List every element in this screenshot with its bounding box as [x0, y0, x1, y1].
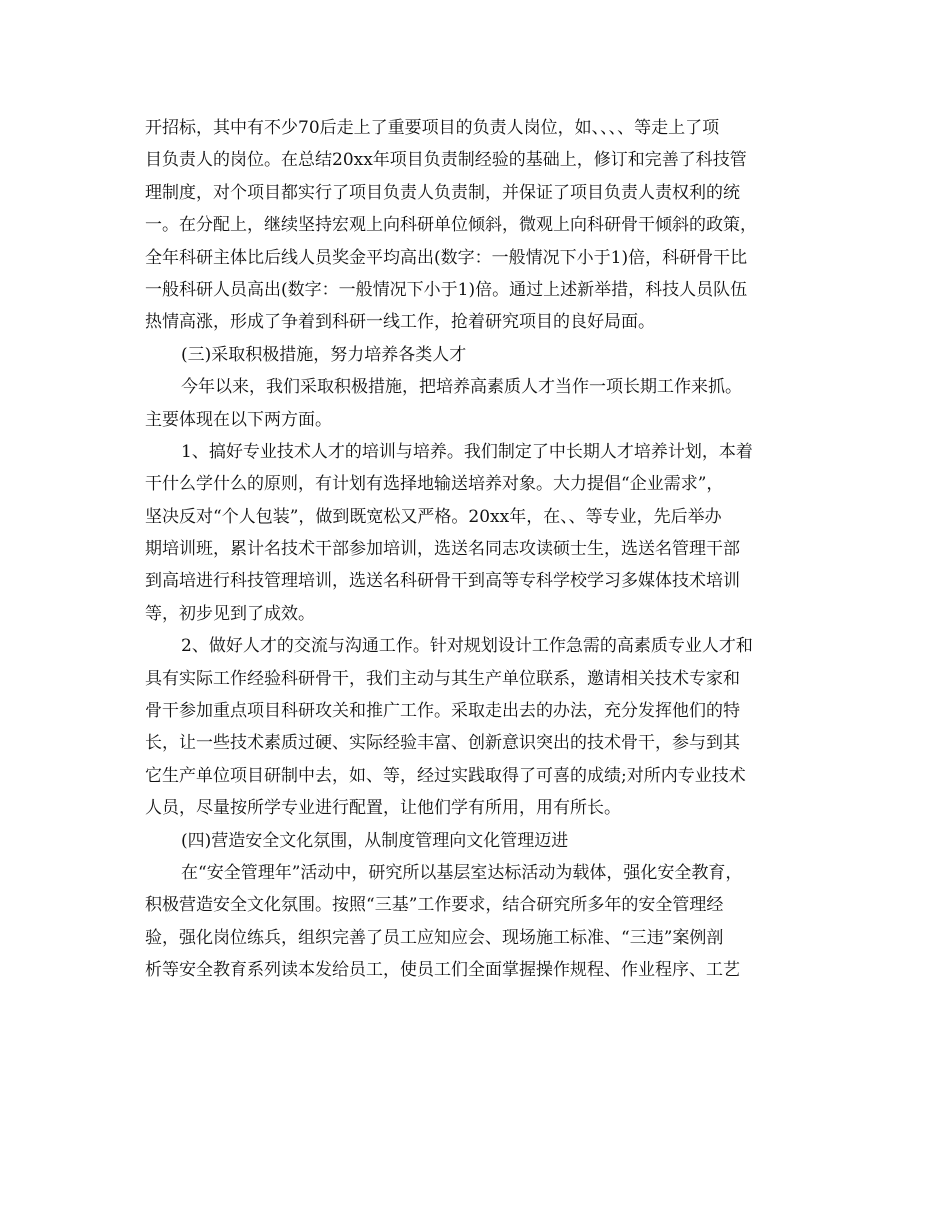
paragraph-start-line: 今年以来，我们采取积极措施，把培养高素质人才当作一项长期工作来抓。 — [181, 377, 742, 398]
text-line: 积极营造安全文化氛围。按照“三基”工作要求，结合研究所多年的安全管理经 — [145, 895, 724, 916]
paragraph-start-line: (四)营造安全文化氛围，从制度管理向文化管理迈进 — [181, 830, 569, 851]
text-line: 期培训班，累计名技术干部参加培训，选送名同志攻读硕士生，选送名管理干部 — [145, 539, 740, 560]
text-line: 理制度，对个项目都实行了项目负责人负责制，并保证了项目负责人责权利的统 — [145, 182, 740, 203]
text-line: 干什么学什么的原则，有计划有选择地输送培养对象。大力提倡“企业需求”， — [145, 474, 724, 495]
text-line: 它生产单位项目研制中去，如、等，经过实践取得了可喜的成绩;对所内专业技术 — [145, 765, 746, 786]
text-line: 一。在分配上，继续坚持宏观上向科研单位倾斜，微观上向科研骨干倾斜的政策， — [145, 215, 757, 236]
paragraph-start-line: 2、做好人才的交流与沟通工作。针对规划设计工作急需的高素质专业人才和 — [181, 636, 753, 657]
text-line: 到高培进行科技管理培训，选送名科研骨干到高等专科学校学习多媒体技术培训 — [145, 571, 740, 592]
text-line: 目负责人的岗位。在总结20xx年项目负责制经验的基础上，修订和完善了科技管 — [145, 150, 747, 171]
text-line: 长，让一些技术素质过硬、实际经验丰富、创新意识突出的技术骨干，参与到其 — [145, 733, 740, 754]
text-line: 具有实际工作经验科研骨干，我们主动与其生产单位联系，邀请相关技术专家和 — [145, 668, 740, 689]
text-line: 主要体现在以下两方面。 — [145, 409, 332, 430]
text-line: 人员，尽量按所学专业进行配置，让他们学有所用，用有所长。 — [145, 798, 621, 819]
text-line: 开招标，其中有不少70后走上了重要项目的负责人岗位，如、、、、等走上了项 — [145, 118, 720, 138]
paragraph-start-line: (三)采取积极措施，努力培养各类人才 — [181, 344, 467, 365]
text-line: 析等安全教育系列读本发给员工，使员工们全面掌握操作规程、作业程序、工艺 — [145, 960, 740, 981]
paragraph-start-line: 在“安全管理年”活动中，研究所以基层室达标活动为载体，强化安全教育， — [181, 862, 743, 883]
text-line: 坚决反对“个人包装”，做到既宽松又严格。20xx年，在、、等专业，先后举办 — [145, 506, 722, 527]
text-line: 验，强化岗位练兵，组织完善了员工应知应会、现场施工标准、“三违”案例剖 — [145, 927, 724, 948]
text-line: 骨干参加重点项目科研攻关和推广工作。采取走出去的办法，充分发挥他们的特 — [145, 701, 740, 722]
paragraph-start-line: 1、搞好专业技术人才的培训与培养。我们制定了中长期人才培养计划，本着 — [181, 441, 753, 462]
text-line: 一般科研人员高出(数字：一般情况下小于1)倍。通过上述新举措，科技人员队伍 — [145, 279, 748, 300]
text-line: 全年科研主体比后线人员奖金平均高出(数字：一般情况下小于1)倍，科研骨干比 — [145, 247, 748, 268]
text-line: 热情高涨，形成了争着到科研一线工作，抢着研究项目的良好局面。 — [145, 312, 655, 333]
document-body — [145, 112, 810, 987]
text-line: 等，初步见到了成效。 — [145, 603, 315, 624]
